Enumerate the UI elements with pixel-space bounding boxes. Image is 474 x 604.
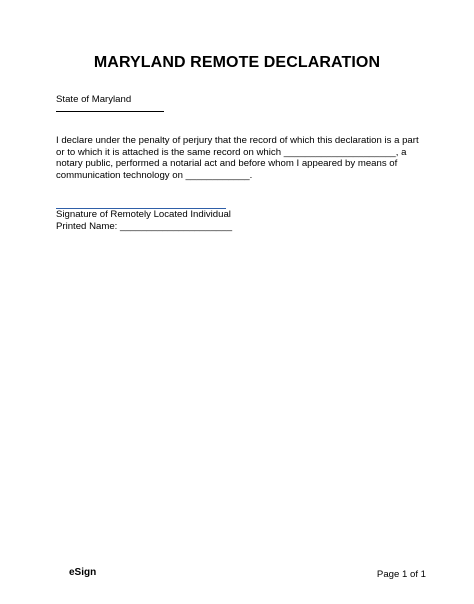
state-label: State of Maryland bbox=[56, 94, 132, 105]
paragraph-line: or to which it is attached is the same record on which _____________________, a bbox=[56, 146, 407, 158]
printed-name-field: Printed Name: _____________________ bbox=[56, 221, 233, 232]
esign-logo: eSign bbox=[69, 567, 97, 578]
declaration-paragraph bbox=[56, 135, 426, 182]
document-title: MARYLAND REMOTE DECLARATION bbox=[93, 54, 381, 71]
state-underline bbox=[56, 111, 164, 112]
signature-label: Signature of Remotely Located Individual bbox=[56, 209, 231, 220]
page-number: Page 1 of 1 bbox=[376, 569, 426, 580]
paragraph-line: notary public, performed a notarial act and before whom I appeared by means of bbox=[56, 158, 398, 170]
paragraph-line: I declare under the penalty of perjury that the record of which this declaration is a part bbox=[56, 135, 419, 146]
paragraph-line: communication technology on ____________. bbox=[56, 170, 253, 182]
